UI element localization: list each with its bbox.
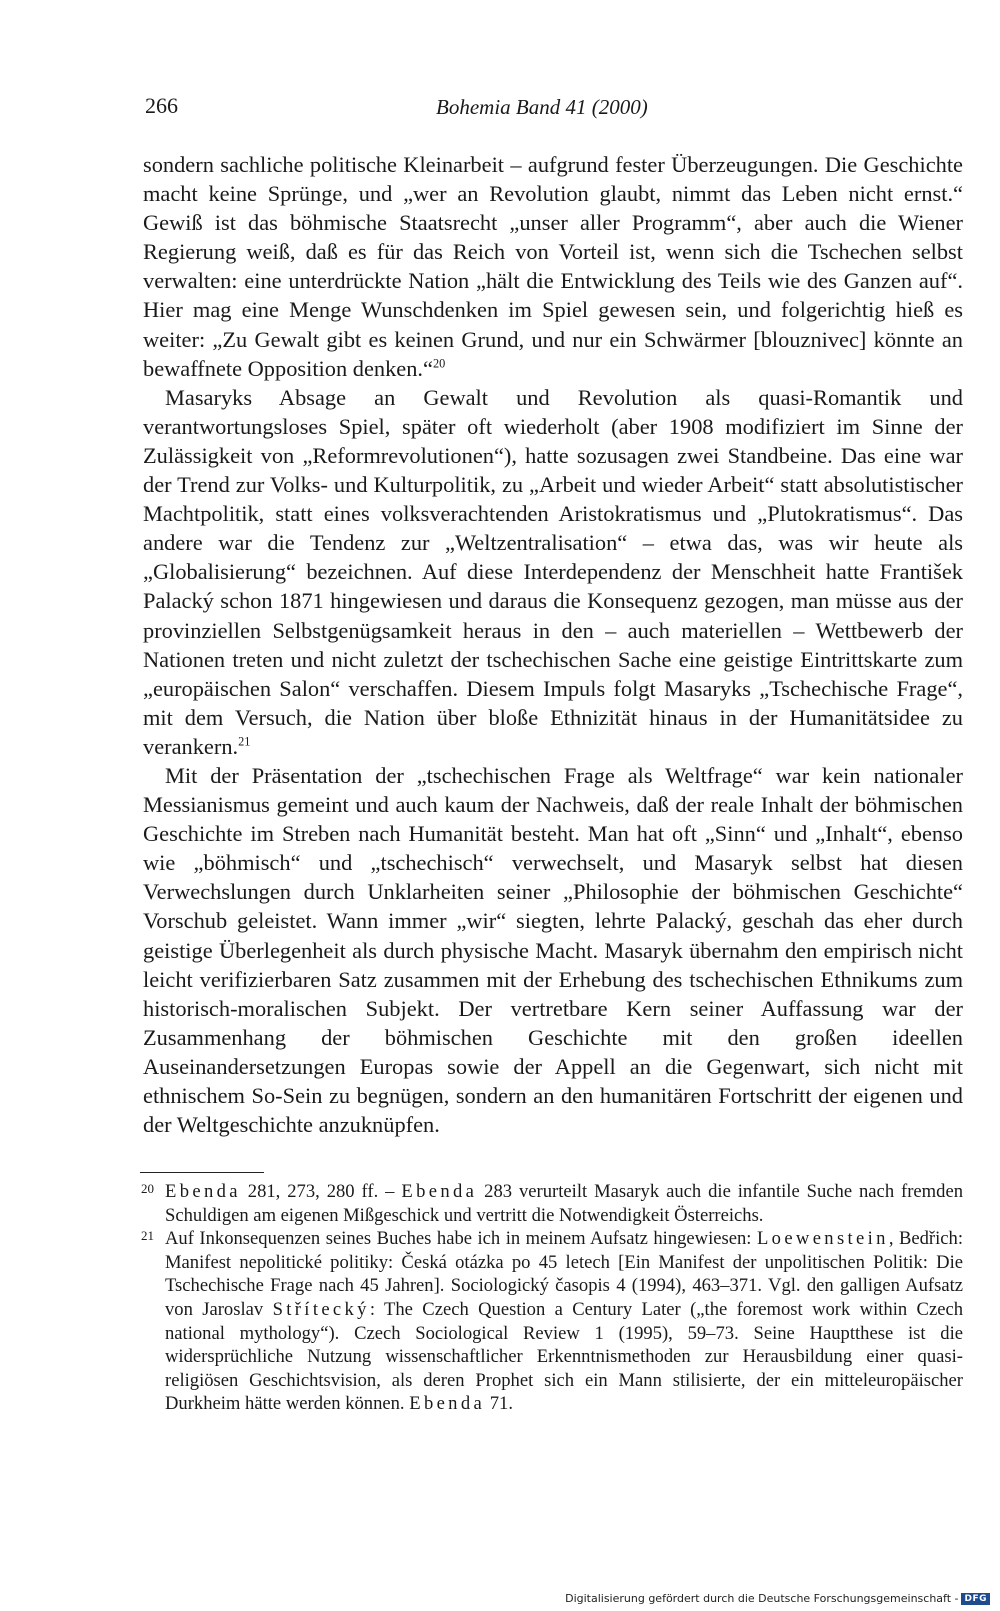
footnote-21	[143, 1227, 963, 1416]
paragraph-2	[143, 383, 963, 761]
credit-text: Digitalisierung gefördert durch die Deutsche Forschungsgemeinschaft -	[565, 1592, 959, 1605]
footnote-text: 283 verurteilt Masaryk auch die infantile Suche nach fremden Schuldigen am eigenen Mißgeschick und vertritt die Notwendigkeit Österreichs.	[165, 1181, 963, 1226]
footnote-text: Auf Inkonsequenzen seines Buches habe ich in meinem Aufsatz hingewiesen:	[165, 1228, 757, 1250]
footnote-ref-21[interactable]: 21	[238, 734, 251, 749]
footnote-20	[143, 1180, 963, 1227]
dfg-logo: DFG	[961, 1593, 990, 1605]
footnotes	[143, 1180, 963, 1416]
running-title: Bohemia Band 41 (2000)	[436, 95, 648, 119]
footnote-divider	[140, 1172, 264, 1173]
footnote-number: 21	[141, 1228, 154, 1244]
paragraph-1-text: sondern sachliche politische Kleinarbeit – aufgrund fester Überzeugungen. Die Geschichte macht keine Sprünge, und „wer an Revolution glaubt, nimmt das Leben nicht ernst.“ Gewiß ist das böhmische Staatsrecht „unser aller Programm“, aber auch die Wiener Regierung weiß, daß es für das Reich von Vorteil ist, wenn sich die Tschechen selbst verwalten: eine unterdrückte Nation „hält die Entwicklung des Teils wie des Ganzen auf“. Hier mag eine Menge Wunschdenken im Spiel gewesen sein, und folgerichtig hieß es weiter: „Zu Gewalt gibt es keinen Grund, und nur ein Schwärmer [blouznivec] könnte an bewaffnete Opposition denken.“	[143, 152, 963, 381]
page-number: 266	[145, 93, 178, 118]
footnote-text: 71.	[485, 1393, 513, 1415]
footnote-text: Ebenda	[401, 1181, 478, 1202]
footnote-text: Loewenstein	[756, 1228, 889, 1250]
footnote-text: Střítecký	[272, 1298, 370, 1320]
footnote-text: , Bedřich: Manifest nepolitické politiky: Česká otázka po 45 letech [Ein Manifest der unpolitischen Politik: Die Tschechische Frage nach 45 Jahren]. Sociologický časopis 4 (1994), 463–371. Vgl. den galligen Aufsatz von Jaroslav	[165, 1228, 963, 1320]
main-text	[143, 150, 963, 1139]
footnote-text: 281, 273, 280 ff. –	[240, 1181, 402, 1202]
footnote-text: : The Czech Question a Century Later („the foremost work within Czech national mythology“). Czech Sociological Review 1 (1995), 59–73. Seine Hauptthese ist die widersprüchliche Nutzung wissenschaftlicher Erkenntnismethoden zur Herausbildung einer quasi-religiösen Geschichtsvision, als deren Prophet sich ein Mann stilisierte, der ein mitteleuropäischer Durkheim hätte werden können.	[165, 1298, 963, 1415]
paragraph-1	[143, 150, 963, 383]
footnote-text: Ebenda	[165, 1181, 241, 1202]
footnote-text: Ebenda	[409, 1393, 486, 1415]
paragraph-3: Mit der Präsentation der „tschechischen Frage als Weltfrage“ war kein nationaler Messianismus gemeint und auch kaum der Nachweis, daß der reale Inhalt der böhmischen Geschichte im Streben nach Humanität besteht. Man hat oft „Sinn“ und „Inhalt“, ebenso wie „böhmisch“ und „tschechisch“ verwechselt, und Masaryk selbst hat diesen Verwechslungen durch Unklarheiten seiner „Philosophie der böhmischen Geschichte“ Vorschub geleistet. Wann immer „wir“ siegten, lehrte Palacký, geschah das eher durch geistige Überlegenheit als durch physische Macht. Masaryk übernahm den empirisch nicht leicht verifizierbaren Satz zusammen mit der Erhebung des tschechischen Ethnikums zum historisch-moralischen Subjekt. Der vertretbare Kern seiner Auffassung war der Zusammenhang der böhmischen Geschichte mit den großen ideellen Auseinandersetzungen Europas sowie der Appell an die Gegenwart, sich nicht mit ethnischem So-Sein zu begnügen, sondern an den humanitären Fortschritt der eigenen und der Weltgeschichte anzuknüpfen.	[143, 762, 963, 1138]
digitization-credit	[565, 1592, 990, 1605]
paragraph-2-text: Masaryks Absage an Gewalt und Revolution als quasi-Romantik und verantwortungsloses Spiel, später oft wiederholt (aber 1908 modifiziert im Sinne der Zulässigkeit von „Reformrevolutionen“), hatte sozusagen zwei Standbeine. Das eine war der Trend zur Volks- und Kulturpolitik, zu „Arbeit und wieder Arbeit“ statt absolutistischer Machtpolitik, statt eines volksverachtenden Aristokratismus und „Plutokratismus“. Das andere war die Tendenz zur „Weltzentralisation“ – etwa das, was wir heute als „Globalisierung“ bezeichnen. Auf diese Interdependenz der Menschheit hatte František Palacký schon 1871 hingewiesen und daraus die Konsequenz gezogen, man müsse aus der provinziellen Selbstgenügsamkeit heraus in den – auch materiellen – Wettbewerb der Nationen treten und nicht zuletzt der tschechischen Sache eine geistige Eintrittskarte zum „europäischen Salon“ verschaffen. Diesem Impuls folgt Masaryks „Tschechische Frage“, mit dem Versuch, die Nation über bloße Ethnizität hinaus in der Humanitätsidee zu verankern.	[143, 384, 963, 759]
footnote-number: 20	[141, 1181, 154, 1196]
footnote-ref-20[interactable]: 20	[432, 356, 446, 371]
